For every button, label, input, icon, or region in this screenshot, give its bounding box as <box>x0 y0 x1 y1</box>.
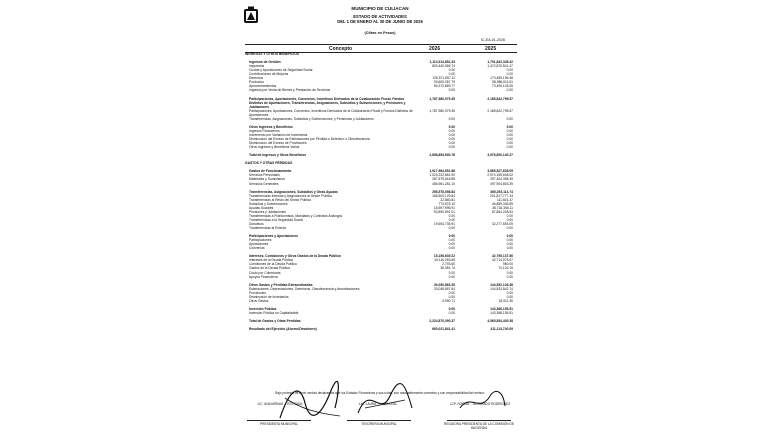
signer-3-role: REGIDORA PRESIDENTA DE LA COMISIÓN DE HACIENDA <box>444 422 514 430</box>
value-2026: 773,875.10 <box>438 201 455 206</box>
signer-1-role: PRESIDENTA MUNICIPAL <box>260 422 298 426</box>
value-2025: 0.00 <box>506 124 513 129</box>
row-label: Transferencias, Asignaciones, Subsidios y Subvenciones, y Pensiones y Jubilaciones <box>249 116 374 121</box>
value-2025: 365,293,114.74 <box>490 189 513 194</box>
row-label: Convenios <box>249 246 265 251</box>
signature-3 <box>455 378 515 418</box>
value-2025: 0.00 <box>506 213 513 218</box>
signature-2 <box>350 378 420 423</box>
value-2025: 0.00 <box>506 242 513 247</box>
value-2026: 0.00 <box>448 72 455 77</box>
row-label: Ingresos de Gestión <box>249 60 281 65</box>
value-2026: 19,604,735.91 <box>433 221 455 226</box>
value-2025: 0.00 <box>506 274 513 279</box>
row-label: Otros Gastos y Pérdidas Extraordinarias <box>249 282 313 287</box>
row-label: Intereses de la Deuda Pública <box>249 258 293 263</box>
row-label: GASTOS Y OTRAS PÉRDIDAS <box>245 161 293 166</box>
row-label: Transferencias, Asignaciones, Subsidios y Otras Ayudas <box>249 189 338 194</box>
value-2025: 36,718,356.11 <box>492 205 513 210</box>
value-2025: 0.00 <box>506 68 513 73</box>
value-2025: 0.00 <box>506 234 513 239</box>
value-2026: 0.00 <box>448 116 455 121</box>
value-2026: 0.00 <box>448 242 455 247</box>
row-label: Incremento por Variación de Inventarios <box>249 132 308 137</box>
value-2026: 0.00 <box>448 311 455 315</box>
value-2025: 1,472,870,541.47 <box>487 64 513 69</box>
value-2026: 0.00 <box>448 217 455 222</box>
row-label: Transferencias al Exterior <box>249 226 287 231</box>
row-label: Distintos de Aportaciones, Transferencias, Asignaciones, Subsidios y Subvenciones, y Pensiones y <box>249 100 406 105</box>
value-2025: 0.00 <box>506 141 513 146</box>
value-2025: 143,368,155.51 <box>490 306 513 311</box>
value-2026: 0.00 <box>448 141 455 146</box>
report-period: DEL 1 DE ENERO AL 30 DE JUNIO DE 2026 <box>337 19 423 24</box>
row-label: Intereses, Comisiones y Otros Gastos de la Deuda Pública <box>249 254 341 259</box>
value-2025: 143,368,155.51 <box>490 311 513 315</box>
value-2026: 0.00 <box>448 294 455 299</box>
value-2026: 0.00 <box>448 124 455 129</box>
value-2025: 2,185,842,795.57 <box>487 96 513 101</box>
document-code: IC-EA-01-2026 <box>481 38 505 42</box>
value-2025: 144,552,126.38 <box>490 282 513 287</box>
row-label: Contribuciones de Mejoras <box>249 72 289 77</box>
row-label: Ingresos por Venta de Bienes y Prestación de Servicios <box>249 88 331 93</box>
value-2026: 0.00 <box>448 68 455 73</box>
row-label: Donativos <box>249 221 264 226</box>
value-2026: 2,793.60 <box>442 262 455 267</box>
units-note: (Cifras en Pesos) <box>364 31 396 35</box>
value-2026: 0.00 <box>448 238 455 243</box>
row-label: Subsidios y Subvenciones <box>249 201 288 206</box>
concept-header: Concepto <box>329 46 353 52</box>
value-2026: 0.00 <box>448 226 455 231</box>
value-2025: 960.00 <box>502 262 513 267</box>
row-label: INGRESOS Y OTROS BENEFICIOS <box>245 52 300 56</box>
signature-line-1 <box>247 420 311 421</box>
row-label: Total de Ingresos y Otros Beneficios <box>249 153 307 158</box>
value-2025: 70,102.19 <box>498 266 513 271</box>
value-2026: 2,224,870,090.37 <box>429 319 455 324</box>
value-2026: 126,571,857.11 <box>432 76 455 81</box>
value-2026: 50,372,869.77 <box>433 84 455 89</box>
value-2026: 1,917,984,551.86 <box>429 169 455 174</box>
row-label: Aportaciones <box>249 112 269 117</box>
signature-line-3 <box>447 420 511 421</box>
value-2025: 42,795,137.56 <box>491 254 513 259</box>
value-2026: 0.00 <box>448 270 455 275</box>
value-2025: 2,185,842,795.57 <box>487 108 513 113</box>
signature-line-2 <box>347 420 411 421</box>
value-2026: 166,500,129.84 <box>432 193 455 198</box>
value-2026: 0.00 <box>448 128 455 133</box>
value-2025: 58,986,611.61 <box>492 80 513 85</box>
value-2025: 0.00 <box>506 226 513 231</box>
value-2025: 0.00 <box>506 145 513 150</box>
value-2026: 15,156,639.22 <box>433 254 455 259</box>
row-label: Inversión Pública no Capitalizable <box>249 311 299 315</box>
value-2025: 0.00 <box>506 246 513 251</box>
value-2026: 1,023,222,681.90 <box>429 173 455 178</box>
value-2026: 287,579,618.85 <box>432 177 455 182</box>
row-label: Inversión Pública <box>249 306 277 311</box>
row-label: Otros Ingresos y Beneficios <box>249 124 293 129</box>
row-label: Resultado del Ejercicio (Ahorro/Desahorro) <box>249 327 317 332</box>
row-label: Transferencias Internas y Asignaciones al Sector Público <box>249 193 333 198</box>
value-2026: 256,578,056.84 <box>432 189 455 194</box>
row-label: Transferencias a Fideicomisos, Mandatos y Contratos Análogos <box>249 213 343 218</box>
value-2026: 1,787,980,079.45 <box>429 96 455 101</box>
value-2025: 111,601.47 <box>496 197 513 202</box>
value-2026: 22,860.81 <box>440 197 455 202</box>
value-2026: 0.00 <box>448 274 455 279</box>
value-2025: 0.00 <box>506 294 513 299</box>
value-2025: 0.00 <box>506 217 513 222</box>
signer-3-name: LCP. NORMA ... ALVARADO RODRIGUEZ <box>449 402 511 406</box>
value-2025: 0.00 <box>506 136 513 141</box>
value-2025: 397,404,355.39 <box>490 177 513 182</box>
row-label: Gastos de Funcionamiento <box>249 169 292 174</box>
value-2026: 1,110,914,851.33 <box>429 60 455 65</box>
row-label: Gastos de la Deuda Pública <box>249 266 290 271</box>
row-label: Materiales y Suministros <box>249 177 285 182</box>
value-2026: 15,116,263.69 <box>434 258 455 263</box>
value-2026: 53,890,891.01 <box>433 209 455 214</box>
row-label: Participaciones, Aportaciones, Convenios, Incentivos Derivados de la Colaboración Fiscal, Fondos <box>249 96 405 101</box>
value-2026: 38,081.74 <box>440 266 455 271</box>
value-2025: 0.00 <box>506 290 513 295</box>
row-label: Participaciones y Aportaciones <box>249 234 298 239</box>
document-page <box>235 0 525 432</box>
value-2025: 0.00 <box>506 132 513 137</box>
value-2025: 497,904,803.39 <box>490 181 513 186</box>
value-2025: 4,565,554,400.38 <box>487 319 513 324</box>
row-label: Aprovechamientos <box>249 84 277 89</box>
row-label: Otros Ingresos y Beneficios Varios <box>249 145 300 150</box>
row-label: Disminución del Exceso de Estimaciones por Pérdida o Deterioro u Obsolescencia <box>249 136 370 141</box>
row-label: Otros Gastos <box>249 298 269 303</box>
row-label: Participaciones <box>249 238 272 243</box>
row-label: Participaciones, Aportaciones, Convenios, Incentivos Derivados de la Colaboración Fiscal y Fondos Distintos de <box>249 108 413 113</box>
signer-1-name: LIC. ANA MIRIAM ... ESTRADA <box>257 402 303 406</box>
row-label: Ingresos Financieros <box>249 128 280 133</box>
value-2026: 0.00 <box>448 213 455 218</box>
value-2025: 73,490,145.05 <box>491 84 513 89</box>
row-label: Pensiones y Jubilaciones <box>249 209 287 214</box>
value-2026: 0.00 <box>448 234 455 239</box>
value-2026: 33,046,657.64 <box>433 286 455 291</box>
value-2026: 0.00 <box>448 246 455 251</box>
row-label: Derechos <box>249 76 264 81</box>
value-2025: 0.00 <box>506 270 513 275</box>
value-2025: 173,489,156.48 <box>490 76 513 81</box>
value-2026: 0.00 <box>448 290 455 295</box>
row-label: Servicios Personales <box>249 173 280 178</box>
value-2025: 3,976,690,140.27 <box>487 153 513 158</box>
value-2026: 0.00 <box>448 145 455 150</box>
year-2025-header: 2025 <box>485 46 497 52</box>
value-2025: 3,869,527,635.05 <box>487 169 513 174</box>
value-2026: 3,990.71 <box>442 298 455 303</box>
statement-lines <box>245 52 517 331</box>
row-label: Provisiones <box>249 290 267 295</box>
row-label: Transferencias al Resto del Sector Público <box>249 197 312 202</box>
value-2026: 0.00 <box>448 88 455 93</box>
value-2025: 0.00 <box>506 88 513 93</box>
year-2026-header: 2026 <box>429 46 441 52</box>
value-2025: 2,974,155,606.02 <box>487 173 513 178</box>
signer-2-role: TESORERA MUNICIPAL <box>361 422 397 426</box>
row-label: Comisiones de la Deuda Pública <box>249 262 297 267</box>
value-2025: 32,277,653.09 <box>491 221 513 226</box>
value-2025: 46,889,348.89 <box>491 201 513 206</box>
row-label: Impuestos <box>249 64 265 69</box>
value-2026: 2,898,894,930.78 <box>429 153 455 158</box>
row-label: Total de Gastos y Otras Pérdidas <box>249 319 301 324</box>
signer-2-name: LIC. LAURA ... ...CIA LEAL <box>358 402 398 406</box>
value-2025: 144,533,542.74 <box>490 286 513 291</box>
row-label: Apoyos Financieros <box>249 274 278 279</box>
value-2025: 1,791,842,345.32 <box>487 60 513 65</box>
value-2025: 0.00 <box>506 238 513 243</box>
row-label: Estimaciones, Depreciaciones, Deterioros, Obsolescencia y Amortizaciones <box>249 286 360 291</box>
row-label: Cuotas y Aportaciones de Seguridad Social <box>249 68 313 73</box>
row-label: Jubilaciones <box>249 104 269 109</box>
value-2025: 42,714,075.67 <box>491 258 513 263</box>
value-2026: 0.00 <box>448 306 455 311</box>
value-2026: 1,787,980,079.45 <box>429 108 455 113</box>
row-label: Aportaciones <box>249 242 269 247</box>
value-2026: 0.00 <box>448 136 455 141</box>
entity-name: MUNICIPIO DE CULIACAN <box>351 6 409 11</box>
value-2025: 411,113,740.09 <box>490 327 513 332</box>
value-2026: 33,600,057.79 <box>433 80 455 85</box>
value-2025: 87,864,248.53 <box>491 209 513 214</box>
report-title: ESTADO DE ACTIVIDADES <box>353 14 407 19</box>
row-label: Disminución del Exceso de Provisiones <box>249 141 307 146</box>
row-label: Disminución de Inventarios <box>249 294 289 299</box>
value-2026: 800,440,065.74 <box>432 64 455 69</box>
row-label: Transferencias a la Seguridad Social <box>249 217 303 222</box>
value-2025: 0.00 <box>506 116 513 121</box>
value-2025: 0.00 <box>506 128 513 133</box>
row-label: Ayudas Sociales <box>249 205 274 210</box>
value-2026: 660,021,841.41 <box>432 327 455 332</box>
signature-1 <box>275 378 345 423</box>
value-2025: 201,817,777.34 <box>490 193 513 198</box>
value-2026: 456,961,281.10 <box>432 181 455 186</box>
value-2025: 0.00 <box>506 72 513 77</box>
row-label: Productos <box>249 80 264 85</box>
value-2026: 0.00 <box>448 132 455 137</box>
value-2025: 18,511.36 <box>498 298 513 303</box>
value-2026: 18,597,996.91 <box>433 205 455 210</box>
declaration-text: Bajo protesta de decir verdad declaramos que los Estados Financieros y sus notas, son razonablemente correctos y son responsabilidad del emisor. <box>275 391 485 395</box>
statement-row <box>245 327 517 331</box>
value-2026: 33,050,863.35 <box>433 282 455 287</box>
row-label: Costo por Coberturas <box>249 270 281 275</box>
row-label: Servicios Generales <box>249 181 279 186</box>
